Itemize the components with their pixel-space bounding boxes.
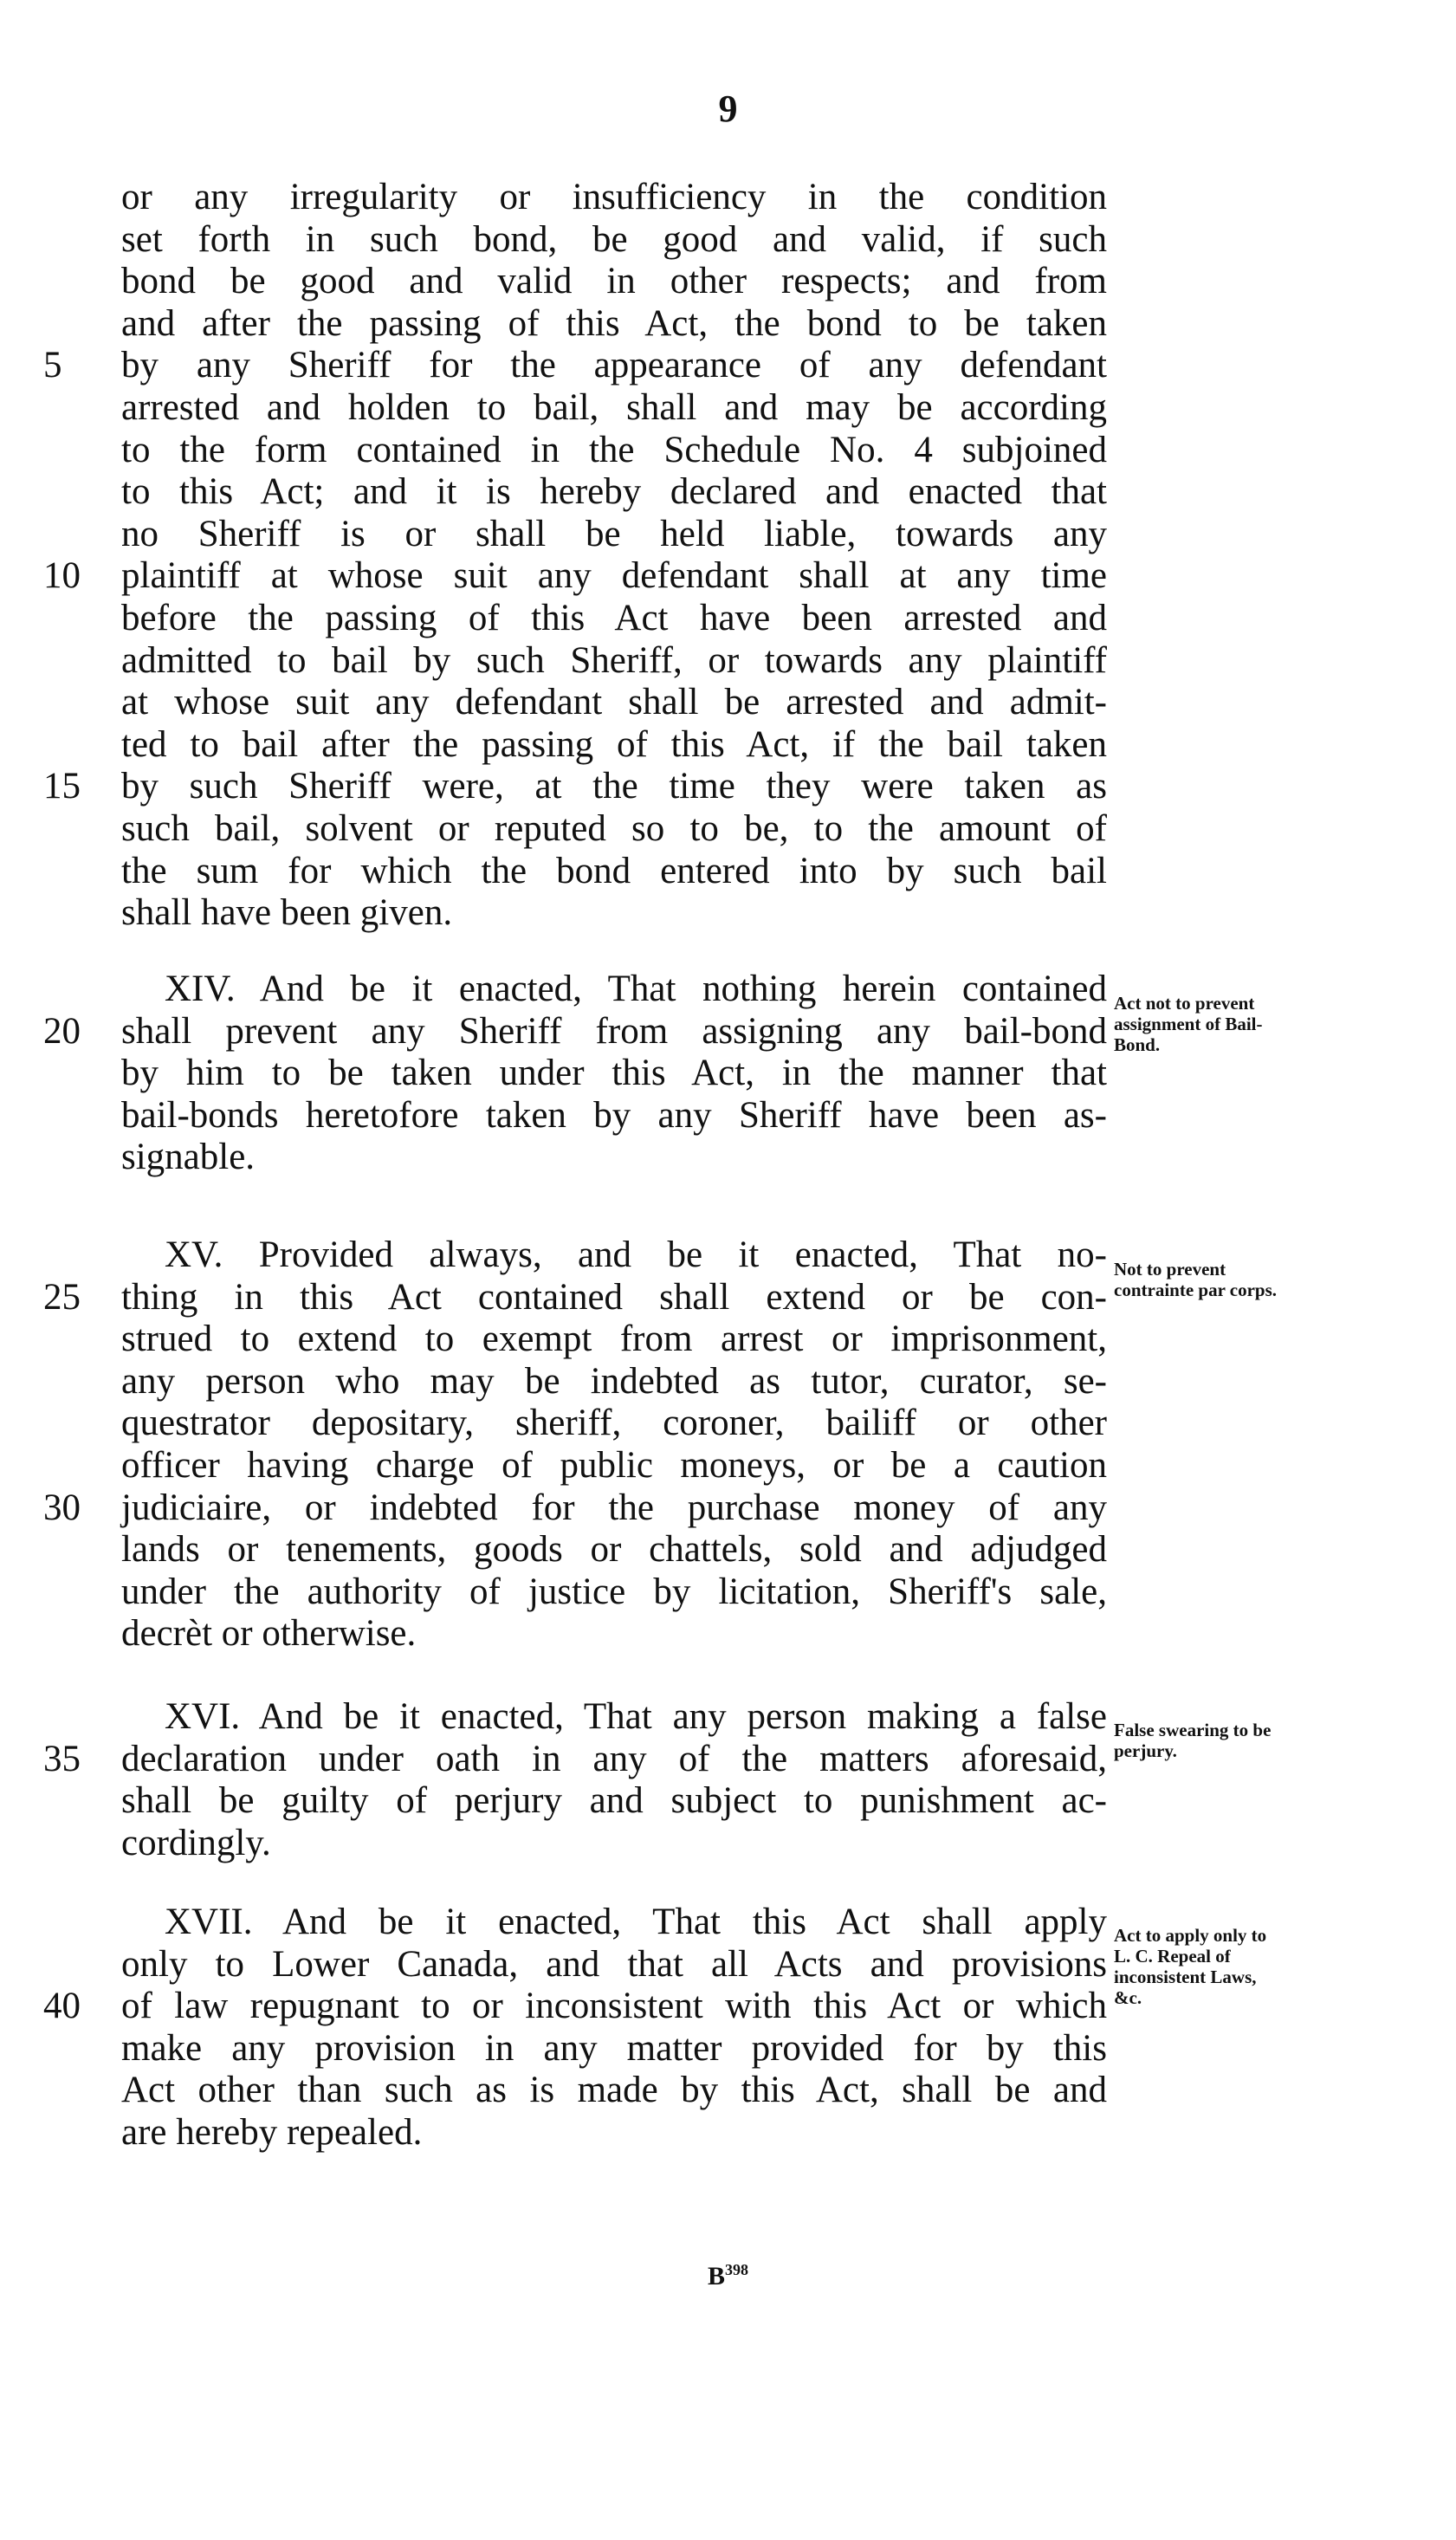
text-line	[121, 682, 1107, 723]
text-line	[43, 1487, 1107, 1529]
line-text: or any irregularity or insufficiency in the condition	[121, 177, 1107, 217]
text-line	[121, 1234, 1107, 1276]
text-line	[121, 851, 1107, 892]
line-text: admitted to bail by such Sheriff, or towards any plaintiff	[121, 639, 1107, 681]
line-text: XVI. And be it enacted, That any person making a false	[165, 1696, 1107, 1737]
text-line	[121, 1445, 1107, 1487]
text-line	[121, 598, 1107, 639]
line-text: and after the passing of this Act, the bond to be taken	[121, 302, 1107, 344]
text-line	[121, 303, 1107, 345]
marginal-note: False swearing to be perjury.	[1114, 1720, 1272, 1761]
line-text: Act other than such as is made by this Act, shall be and	[121, 2070, 1107, 2111]
text-line	[121, 1053, 1107, 1094]
text-line	[43, 766, 1107, 807]
line-text: are hereby repealed.	[121, 2112, 423, 2153]
line-text: set forth in such bond, be good and valid, if such	[121, 218, 1107, 260]
signature-number: 398	[725, 2261, 748, 2278]
line-text: cordingly.	[121, 1822, 271, 1863]
text-line	[121, 514, 1107, 555]
text-line	[121, 1137, 1107, 1178]
text-line	[121, 219, 1107, 261]
line-number: 10	[43, 555, 81, 597]
line-text: shall prevent any Sheriff from assigning any bail-bond	[121, 1010, 1107, 1052]
text-line	[121, 1403, 1107, 1444]
line-text: shall have been given.	[121, 892, 453, 934]
line-number: 40	[43, 1986, 81, 2027]
text-line	[121, 2070, 1107, 2111]
text-line	[43, 1010, 1107, 1053]
text-line	[121, 1529, 1107, 1571]
text-line	[121, 1944, 1107, 1986]
line-text: before the passing of this Act have been arrested and	[121, 598, 1107, 638]
text-line	[43, 345, 1107, 386]
line-number: 35	[43, 1738, 81, 1779]
text-line	[43, 555, 1107, 597]
text-line	[121, 1696, 1107, 1738]
line-text: any person who may be indebted as tutor, curator, se-	[121, 1360, 1107, 1402]
line-text: by any Sheriff for the appearance of any defendant	[121, 345, 1107, 386]
line-text: officer having charge of public moneys, or be a caution	[121, 1445, 1107, 1486]
line-text: to the form contained in the Schedule No. 4 subjoined	[121, 429, 1107, 470]
text-line	[43, 1738, 1107, 1780]
line-text: plaintiff at whose suit any defendant shall at any time	[121, 555, 1107, 597]
text-line	[121, 1319, 1107, 1360]
text-line	[121, 1780, 1107, 1822]
text-line	[121, 969, 1107, 1010]
line-text: to this Act; and it is hereby declared and enacted that	[121, 471, 1107, 513]
line-text: such bail, solvent or reputed so to be, to the amount of	[121, 808, 1107, 849]
text-line	[121, 177, 1107, 218]
line-text: shall be guilty of perjury and subject to punishment ac-	[121, 1780, 1107, 1822]
text-line	[121, 1902, 1107, 1943]
line-number: 20	[43, 1010, 81, 1052]
line-text: XIV. And be it enacted, That nothing herein contained	[165, 969, 1107, 1009]
line-text: strued to extend to exempt from arrest or imprisonment,	[121, 1319, 1107, 1360]
line-text: decrèt or otherwise.	[121, 1613, 417, 1655]
line-text: thing in this Act contained shall extend or be con-	[121, 1276, 1107, 1318]
line-text: ted to bail after the passing of this Act, if the bail taken	[121, 723, 1107, 765]
line-number: 15	[43, 766, 81, 807]
line-number: 25	[43, 1276, 81, 1318]
text-line	[121, 1095, 1107, 1137]
line-text: by such Sheriff were, at the time they were taken as	[121, 766, 1107, 807]
text-line	[121, 1361, 1107, 1403]
line-text: XV. Provided always, and be it enacted, That no-	[165, 1234, 1107, 1275]
line-number: 30	[43, 1487, 81, 1528]
line-text: questrator depositary, sheriff, coroner, bailiff or other	[121, 1403, 1107, 1444]
text-line	[121, 261, 1107, 302]
line-text: at whose suit any defendant shall be arrested and admit-	[121, 682, 1107, 723]
line-text: bail-bonds heretofore taken by any Sheriff have been as-	[121, 1094, 1107, 1136]
text-line	[121, 724, 1107, 766]
line-text: the sum for which the bond entered into by such bail	[121, 850, 1107, 891]
text-line	[121, 1613, 1107, 1655]
text-line	[121, 2112, 1107, 2154]
page-number: 9	[718, 87, 738, 130]
line-text: make any provision in any matter provided for by this	[121, 2027, 1107, 2069]
line-text: by him to be taken under this Act, in the manner that	[121, 1053, 1107, 1094]
marginal-note: Act not to prevent assignment of Bail-Bond.	[1114, 993, 1263, 1055]
printer-signature	[0, 2261, 1456, 2291]
line-text: bond be good and valid in other respects; and from	[121, 261, 1107, 302]
signature-letter: B	[707, 2262, 725, 2291]
line-text: arrested and holden to bail, shall and may be according	[121, 387, 1107, 428]
text-line	[43, 1986, 1107, 2027]
line-text: under the authority of justice by licitation, Sheriff's sale,	[121, 1571, 1107, 1612]
text-line	[43, 1276, 1107, 1319]
line-text: signable.	[121, 1137, 256, 1178]
line-number: 5	[43, 345, 62, 386]
line-text: only to Lower Canada, and that all Acts and provisions	[121, 1943, 1107, 1985]
marginal-note: Not to prevent contrainte par corps.	[1114, 1259, 1278, 1300]
text-line	[121, 1571, 1107, 1613]
text-line	[121, 640, 1107, 682]
line-text: of law repugnant to or inconsistent with this Act or which	[121, 1986, 1107, 2027]
line-text: no Sheriff is or shall be held liable, towards any	[121, 513, 1107, 554]
line-text: judiciaire, or indebted for the purchase money of any	[121, 1487, 1107, 1528]
text-line	[121, 892, 1107, 934]
text-line	[121, 471, 1107, 513]
marginal-note: Act to apply only to L. C. Repeal of inconsistent Laws, &c.	[1114, 1925, 1267, 2008]
text-line	[121, 387, 1107, 429]
text-line	[121, 808, 1107, 850]
line-text: XVII. And be it enacted, That this Act shall apply	[165, 1902, 1107, 1942]
text-line	[121, 430, 1107, 471]
text-line	[121, 1823, 1107, 1864]
line-text: lands or tenements, goods or chattels, sold and adjudged	[121, 1529, 1107, 1571]
line-text: declaration under oath in any of the matters aforesaid,	[121, 1738, 1107, 1779]
text-line	[121, 2028, 1107, 2070]
